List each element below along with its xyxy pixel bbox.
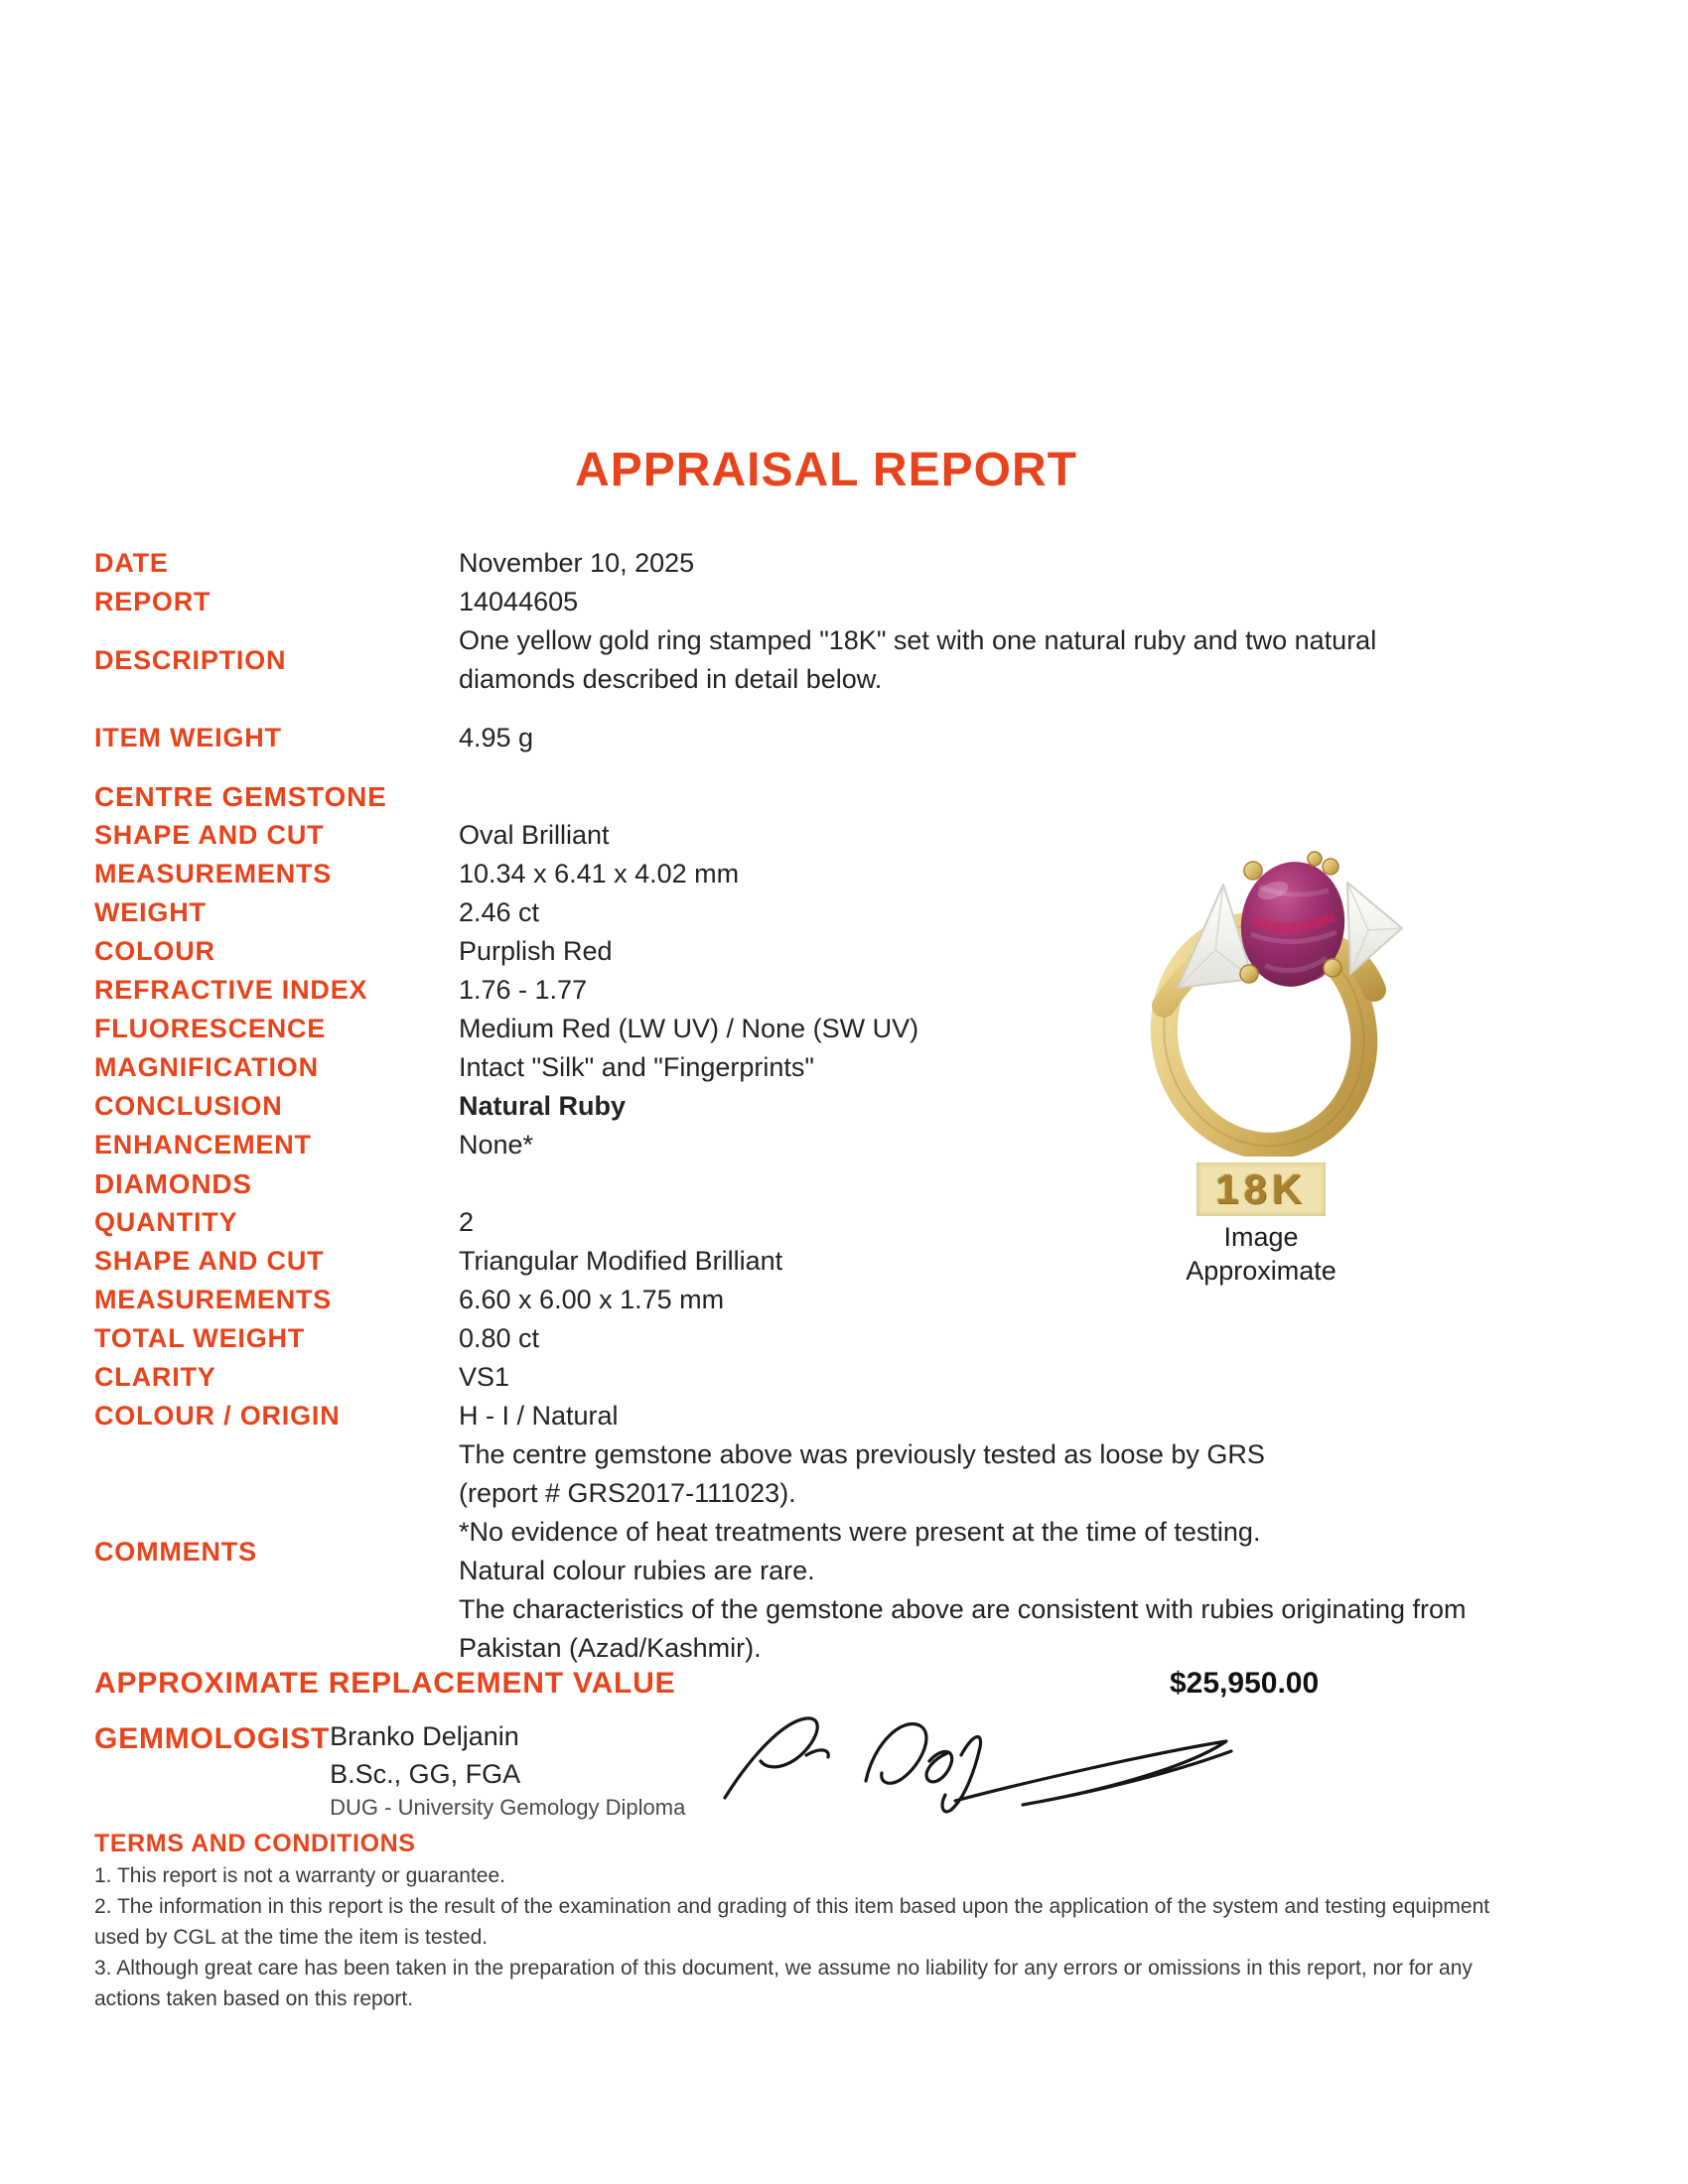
18k-stamp-plate	[1196, 1162, 1326, 1216]
description-label: DESCRIPTION	[94, 644, 287, 675]
field-value: 6.60 x 6.00 x 1.75 mm	[459, 1285, 725, 1314]
terms-line: 3. Although great care has been taken in the preparation of this document, we assume no liability for any errors or omissions in this report, nor for any	[94, 1957, 1473, 1979]
terms-line: used by CGL at the time the item is tested.	[94, 1926, 489, 1949]
field-label: COLOUR / ORIGIN	[94, 1401, 341, 1431]
side-diamond-right	[1347, 883, 1402, 974]
gemmologist-credentials: B.Sc., GG, FGA	[330, 1759, 521, 1789]
terms-line: 1. This report is not a warranty or guarantee.	[94, 1864, 505, 1887]
field-label: CONCLUSION	[94, 1091, 283, 1121]
field-value: VS1	[459, 1362, 510, 1392]
comments-line: The centre gemstone above was previously tested as loose by GRS	[459, 1439, 1265, 1469]
field-value: Oval Brilliant	[459, 820, 610, 850]
comments-line: *No evidence of heat treatments were present at the time of testing.	[459, 1517, 1261, 1547]
field-value: 0.80 ct	[459, 1323, 540, 1353]
field-value: None*	[459, 1130, 534, 1160]
field-label: TOTAL WEIGHT	[94, 1323, 306, 1353]
field-value: Medium Red (LW UV) / None (SW UV)	[459, 1014, 919, 1043]
field-row-comments	[94, 1435, 1606, 1668]
field-label: COLOUR	[94, 936, 215, 966]
field-label: CLARITY	[94, 1362, 216, 1392]
field-label: FLUORESCENCE	[94, 1014, 327, 1043]
field-row-report	[94, 583, 1606, 621]
date-label: DATE	[94, 548, 169, 578]
field-label: SHAPE AND CUT	[94, 820, 325, 850]
field-label: MEASUREMENTS	[94, 1285, 333, 1314]
field-row-description	[94, 621, 1606, 699]
field-value: 1.76 - 1.77	[459, 975, 588, 1005]
description-value	[459, 621, 1376, 699]
comments-line: Pakistan (Azad/Kashmir).	[459, 1633, 762, 1663]
terms-heading: TERMS AND CONDITIONS	[94, 1830, 416, 1857]
field-value: H - I / Natural	[459, 1401, 619, 1431]
description-line: One yellow gold ring stamped "18K" set with one natural ruby and two natural	[459, 625, 1377, 655]
terms-line: actions taken based on this report.	[94, 1987, 414, 2010]
field-row-colour-origin	[94, 1397, 1606, 1435]
spacer	[94, 757, 1606, 777]
field-label: SHAPE AND CUT	[94, 1246, 325, 1276]
comments-line: The characteristics of the gemstone above are consistent with rubies originating from	[459, 1594, 1467, 1624]
spacer	[94, 699, 1606, 719]
comments-value	[459, 1435, 1467, 1668]
section-centre-gemstone-header	[94, 777, 1606, 816]
item-weight-label: ITEM WEIGHT	[94, 723, 282, 752]
figure-caption-line2: Approximate	[1186, 1256, 1336, 1286]
comments-line: (report # GRS2017-111023).	[459, 1478, 796, 1508]
replacement-value-label: APPROXIMATE REPLACEMENT VALUE	[94, 1667, 676, 1700]
conclusion-value: Natural Ruby	[459, 1091, 627, 1121]
ring-photo	[1102, 839, 1420, 1157]
gemmologist-name: Branko Deljanin	[330, 1721, 519, 1751]
field-value: 10.34 x 6.41 x 4.02 mm	[459, 859, 740, 888]
field-value: Intact "Silk" and "Fingerprints"	[459, 1052, 814, 1082]
field-value: 2	[459, 1207, 475, 1237]
replacement-value-amount: $25,950.00	[1170, 1667, 1320, 1700]
item-weight-value: 4.95 g	[459, 723, 534, 752]
18k-stamp-text: 18K	[1214, 1165, 1308, 1212]
field-label: MAGNIFICATION	[94, 1052, 319, 1082]
gemmologist-signature	[695, 1704, 1251, 1823]
field-value: 2.46 ct	[459, 897, 540, 927]
diamonds-heading: DIAMONDS	[94, 1168, 252, 1199]
report-number: 14044605	[459, 587, 579, 616]
terms-line: 2. The information in this report is the result of the examination and grading of this item based upon the application of the system and testing equipment	[94, 1895, 1490, 1918]
description-line: diamonds described in detail below.	[459, 664, 883, 694]
gemmologist-value	[330, 1717, 685, 1823]
date-value: November 10, 2025	[459, 548, 695, 578]
gemmologist-diploma: DUG - University Gemology Diploma	[330, 1795, 686, 1820]
gemmologist-label: GEMMOLOGIST	[94, 1722, 331, 1755]
field-label: QUANTITY	[94, 1207, 238, 1237]
comments-label: COMMENTS	[94, 1536, 257, 1567]
terms-and-conditions	[94, 1827, 1606, 2014]
page-title: APPRAISAL REPORT	[575, 444, 1077, 496]
field-value: Purplish Red	[459, 936, 613, 966]
field-value: Triangular Modified Brilliant	[459, 1246, 783, 1276]
centre-gemstone-heading: CENTRE GEMSTONE	[94, 781, 387, 812]
field-label: ENHANCEMENT	[94, 1130, 312, 1160]
field-label: MEASUREMENTS	[94, 859, 333, 888]
field-label: REFRACTIVE INDEX	[94, 975, 368, 1005]
figure-caption-line1: Image	[1223, 1222, 1299, 1252]
field-row-total-weight	[94, 1319, 1606, 1358]
field-row-item-weight	[94, 719, 1606, 757]
comments-line: Natural colour rubies are rare.	[459, 1556, 815, 1585]
field-label: WEIGHT	[94, 897, 207, 927]
field-row-replacement-value	[94, 1662, 1606, 1706]
report-label: REPORT	[94, 587, 211, 616]
field-row-clarity	[94, 1358, 1606, 1397]
ring-figure	[1102, 839, 1420, 1288]
field-row-date	[94, 544, 1606, 583]
